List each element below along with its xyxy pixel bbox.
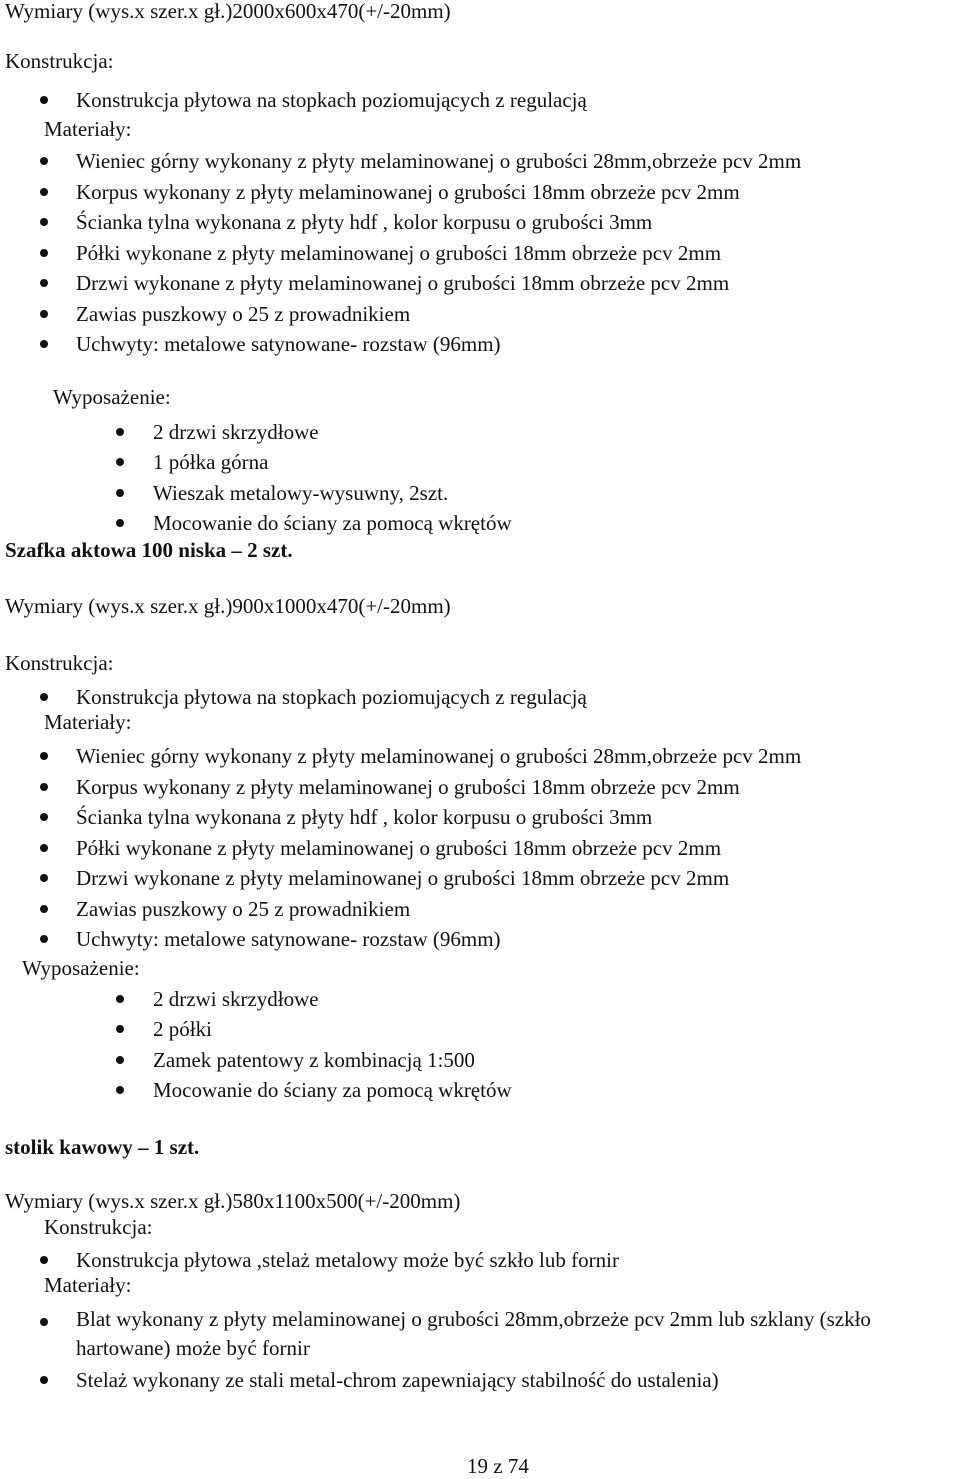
list-item: Konstrukcja płytowa na stopkach poziomujących z regulacją: [76, 88, 587, 112]
bullet-icon: [40, 279, 48, 287]
list-item: Konstrukcja płytowa ,stelaż metalowy może być szkło lub fornir: [76, 1248, 619, 1272]
bullet-icon: [40, 188, 48, 196]
bullet-icon: [40, 813, 48, 821]
list-item: Mocowanie do ściany za pomocą wkrętów: [153, 1078, 512, 1102]
bullet-icon: [116, 428, 124, 436]
list-item: Zawias puszkowy o 25 z prowadnikiem: [76, 897, 411, 921]
bullet-icon: [40, 218, 48, 226]
materials-label: Materiały:: [44, 710, 132, 734]
bullet-icon: [40, 905, 48, 913]
list-item: Korpus wykonany z płyty melaminowanej o grubości 18mm obrzeże pcv 2mm: [76, 180, 740, 204]
bullet-icon: [40, 249, 48, 257]
list-item: Drzwi wykonane z płyty melaminowanej o grubości 18mm obrzeże pcv 2mm: [76, 271, 730, 295]
bullet-icon: [40, 310, 48, 318]
list-item: 1 półka górna: [153, 450, 269, 474]
construction-label: Konstrukcja:: [44, 1215, 153, 1239]
list-item: 2 drzwi skrzydłowe: [153, 987, 319, 1011]
bullet-icon: [116, 1025, 124, 1033]
dimensions-text: Wymiary (wys.x szer.x gł.)580x1100x500(+/-200mm): [5, 1189, 461, 1213]
dimensions-text: Wymiary (wys.x szer.x gł.)900x1000x470(+/-20mm): [5, 594, 451, 618]
list-item: 2 drzwi skrzydłowe: [153, 420, 319, 444]
list-item: Wieniec górny wykonany z płyty melaminowanej o grubości 28mm,obrzeże pcv 2mm: [76, 149, 802, 173]
bullet-icon: [40, 96, 48, 104]
list-item: Drzwi wykonane z płyty melaminowanej o grubości 18mm obrzeże pcv 2mm: [76, 866, 730, 890]
list-item: 2 półki: [153, 1017, 212, 1041]
bullet-icon: [116, 458, 124, 466]
page-number: 19 z 74: [467, 1454, 529, 1478]
bullet-icon: [116, 489, 124, 497]
bullet-icon: [40, 935, 48, 943]
bullet-icon: [40, 157, 48, 165]
bullet-icon: [116, 519, 124, 527]
list-item: Ścianka tylna wykonana z płyty hdf , kolor korpusu o grubości 3mm: [76, 210, 653, 234]
list-item: Konstrukcja płytowa na stopkach poziomujących z regulacją: [76, 685, 587, 709]
equipment-label: Wyposażenie:: [22, 956, 140, 980]
construction-label: Konstrukcja:: [5, 651, 114, 675]
section-heading: stolik kawowy – 1 szt.: [5, 1135, 200, 1159]
list-item: Uchwyty: metalowe satynowane- rozstaw (96mm): [76, 332, 501, 356]
list-item: Zawias puszkowy o 25 z prowadnikiem: [76, 302, 411, 326]
list-item: Wieszak metalowy-wysuwny, 2szt.: [153, 481, 449, 505]
bullet-icon: [40, 1376, 48, 1384]
bullet-icon: [116, 995, 124, 1003]
list-item: Mocowanie do ściany za pomocą wkrętów: [153, 511, 512, 535]
dimensions-text: Wymiary (wys.x szer.x gł.)2000x600x470(+/-20mm): [5, 0, 451, 23]
bullet-icon: [40, 1318, 48, 1326]
bullet-icon: [40, 844, 48, 852]
construction-label: Konstrukcja:: [5, 49, 114, 73]
materials-label: Materiały:: [44, 117, 132, 141]
list-item: Ścianka tylna wykonana z płyty hdf , kolor korpusu o grubości 3mm: [76, 805, 653, 829]
bullet-icon: [40, 1256, 48, 1264]
list-item: Stelaż wykonany ze stali metal-chrom zapewniający stabilność do ustalenia): [76, 1368, 719, 1392]
bullet-icon: [40, 752, 48, 760]
list-item: Blat wykonany z płyty melaminowanej o grubości 28mm,obrzeże pcv 2mm lub szklany (szkło hartowane) może być fornir: [76, 1307, 871, 1360]
list-item: Półki wykonane z płyty melaminowanej o grubości 18mm obrzeże pcv 2mm: [76, 836, 722, 860]
section-heading: Szafka aktowa 100 niska – 2 szt.: [5, 538, 293, 562]
equipment-label: Wyposażenie:: [53, 385, 171, 409]
bullet-icon: [40, 340, 48, 348]
list-item: Uchwyty: metalowe satynowane- rozstaw (96mm): [76, 927, 501, 951]
bullet-icon: [116, 1056, 124, 1064]
bullet-icon: [116, 1086, 124, 1094]
materials-label: Materiały:: [44, 1273, 132, 1297]
bullet-icon: [40, 693, 48, 701]
bullet-icon: [40, 783, 48, 791]
list-item: Zamek patentowy z kombinacją 1:500: [153, 1048, 475, 1072]
list-item: Korpus wykonany z płyty melaminowanej o grubości 18mm obrzeże pcv 2mm: [76, 775, 740, 799]
bullet-icon: [40, 874, 48, 882]
list-item: Półki wykonane z płyty melaminowanej o grubości 18mm obrzeże pcv 2mm: [76, 241, 722, 265]
list-item: Wieniec górny wykonany z płyty melaminowanej o grubości 28mm,obrzeże pcv 2mm: [76, 744, 802, 768]
